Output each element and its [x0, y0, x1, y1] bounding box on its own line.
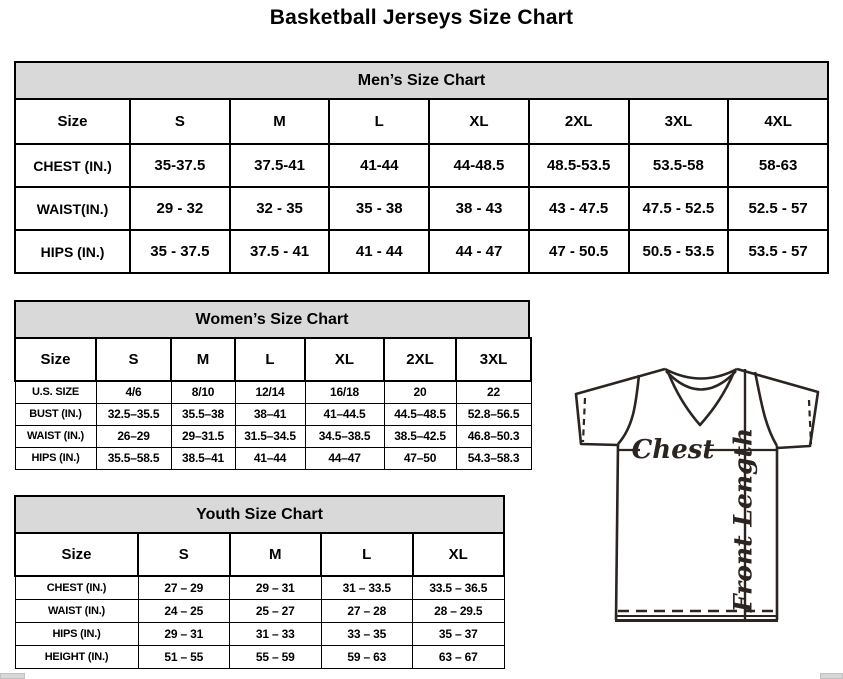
page-title: Basketball Jerseys Size Chart — [269, 6, 574, 29]
size-value-cell: 37.5 - 41 — [230, 230, 330, 273]
measurement-row — [15, 599, 504, 622]
measurement-row-label: WAIST(IN.) — [15, 187, 130, 230]
size-value-cell: 35 - 38 — [329, 187, 429, 230]
size-value-cell: 29 – 31 — [230, 576, 322, 599]
size-value-cell: 38–41 — [235, 403, 305, 425]
size-value-cell: 32.5–35.5 — [96, 403, 171, 425]
youth-chart-title: Youth Size Chart — [14, 495, 505, 534]
size-column-header: 4XL — [728, 99, 828, 144]
front-length-label: Front Length — [728, 427, 758, 613]
size-value-cell: 35 – 37 — [413, 622, 505, 645]
womens-size-chart-section — [14, 300, 530, 470]
measurement-row-label: HIPS (IN.) — [15, 622, 138, 645]
measurement-row — [15, 447, 531, 469]
size-value-cell: 27 – 28 — [321, 599, 413, 622]
size-value-cell: 20 — [384, 381, 456, 403]
size-value-cell: 27 – 29 — [138, 576, 230, 599]
size-value-cell: 59 – 63 — [321, 645, 413, 668]
measurement-row-label: CHEST (IN.) — [15, 144, 130, 187]
size-column-header: 2XL — [529, 99, 629, 144]
mens-size-table — [14, 98, 829, 274]
womens-chart-title: Women’s Size Chart — [14, 300, 530, 339]
size-value-cell: 52.8–56.5 — [456, 403, 531, 425]
size-value-cell: 32 - 35 — [230, 187, 330, 230]
jersey-right-cuff-dashed-line — [809, 400, 811, 444]
size-column-header: XL — [429, 99, 529, 144]
size-value-cell: 12/14 — [235, 381, 305, 403]
size-value-cell: 33 – 35 — [321, 622, 413, 645]
size-column-header: L — [235, 338, 305, 381]
size-value-cell: 41 - 44 — [329, 230, 429, 273]
size-value-cell: 47.5 - 52.5 — [629, 187, 729, 230]
size-value-cell: 4/6 — [96, 381, 171, 403]
size-value-cell: 24 – 25 — [138, 599, 230, 622]
measurement-row — [15, 622, 504, 645]
measurement-row-label: U.S. SIZE — [15, 381, 96, 403]
chest-label: Chest — [631, 435, 715, 465]
size-value-cell: 44 - 47 — [429, 230, 529, 273]
size-value-cell: 54.3–58.3 — [456, 447, 531, 469]
jersey-left-armhole-seam — [618, 375, 639, 444]
measurement-row — [15, 230, 828, 273]
size-column-header: S — [138, 533, 230, 576]
size-value-cell: 38 - 43 — [429, 187, 529, 230]
size-value-cell: 44.5–48.5 — [384, 403, 456, 425]
size-column-header: M — [171, 338, 235, 381]
size-value-cell: 53.5 - 57 — [728, 230, 828, 273]
measurement-row-label: HIPS (IN.) — [15, 447, 96, 469]
size-value-cell: 25 – 27 — [230, 599, 322, 622]
youth-size-chart-section — [14, 495, 505, 669]
size-value-cell: 29–31.5 — [171, 425, 235, 447]
size-value-cell: 29 - 32 — [130, 187, 230, 230]
size-column-header: XL — [305, 338, 384, 381]
jersey-diagram — [558, 360, 843, 672]
size-column-header: L — [329, 99, 429, 144]
size-header-cell: Size — [15, 99, 130, 144]
size-value-cell: 33.5 – 36.5 — [413, 576, 505, 599]
jersey-left-body-side — [616, 444, 618, 620]
size-value-cell: 35.5–58.5 — [96, 447, 171, 469]
size-header-row — [15, 533, 504, 576]
jersey-collar-outer-curve — [665, 369, 737, 379]
measurement-row-label: HEIGHT (IN.) — [15, 645, 138, 668]
youth-size-table — [14, 532, 505, 669]
size-value-cell: 31 – 33 — [230, 622, 322, 645]
measurement-row-label: HIPS (IN.) — [15, 230, 130, 273]
size-value-cell: 22 — [456, 381, 531, 403]
size-value-cell: 50.5 - 53.5 — [629, 230, 729, 273]
jersey-right-armhole-seam — [755, 372, 777, 446]
size-value-cell: 44–47 — [305, 447, 384, 469]
size-value-cell: 55 – 59 — [230, 645, 322, 668]
size-value-cell: 41–44.5 — [305, 403, 384, 425]
measurement-row — [15, 576, 504, 599]
size-value-cell: 8/10 — [171, 381, 235, 403]
size-value-cell: 38.5–42.5 — [384, 425, 456, 447]
size-value-cell: 28 – 29.5 — [413, 599, 505, 622]
mens-chart-title: Men’s Size Chart — [14, 61, 829, 100]
size-value-cell: 35-37.5 — [130, 144, 230, 187]
size-value-cell: 43 - 47.5 — [529, 187, 629, 230]
measurement-row-label: WAIST (IN.) — [15, 425, 96, 447]
size-value-cell: 16/18 — [305, 381, 384, 403]
size-column-header: 3XL — [456, 338, 531, 381]
size-header-cell: Size — [15, 338, 96, 381]
size-value-cell: 31 – 33.5 — [321, 576, 413, 599]
size-value-cell: 35 - 37.5 — [130, 230, 230, 273]
measurement-row — [15, 144, 828, 187]
measurement-row — [15, 187, 828, 230]
size-value-cell: 46.8–50.3 — [456, 425, 531, 447]
size-column-header: M — [230, 99, 330, 144]
size-header-row — [15, 338, 531, 381]
horizontal-scrollbar-thumb-right[interactable] — [820, 673, 843, 679]
size-header-row — [15, 99, 828, 144]
horizontal-scrollbar-thumb-left[interactable] — [0, 673, 25, 679]
measurement-row — [15, 403, 531, 425]
size-column-header: XL — [413, 533, 505, 576]
size-value-cell: 35.5–38 — [171, 403, 235, 425]
womens-size-table — [14, 337, 532, 470]
size-value-cell: 52.5 - 57 — [728, 187, 828, 230]
size-value-cell: 31.5–34.5 — [235, 425, 305, 447]
size-value-cell: 38.5–41 — [171, 447, 235, 469]
size-value-cell: 47 - 50.5 — [529, 230, 629, 273]
measurement-row-label: WAIST (IN.) — [15, 599, 138, 622]
size-value-cell: 44-48.5 — [429, 144, 529, 187]
size-value-cell: 53.5-58 — [629, 144, 729, 187]
size-column-header: 3XL — [629, 99, 729, 144]
size-column-header: M — [230, 533, 322, 576]
size-column-header: 2XL — [384, 338, 456, 381]
size-value-cell: 63 – 67 — [413, 645, 505, 668]
size-column-header: L — [321, 533, 413, 576]
size-value-cell: 51 – 55 — [138, 645, 230, 668]
measurement-row-label: CHEST (IN.) — [15, 576, 138, 599]
size-value-cell: 41-44 — [329, 144, 429, 187]
size-value-cell: 26–29 — [96, 425, 171, 447]
size-value-cell: 58-63 — [728, 144, 828, 187]
size-value-cell: 29 – 31 — [138, 622, 230, 645]
mens-size-chart-section — [14, 61, 829, 274]
size-value-cell: 47–50 — [384, 447, 456, 469]
size-value-cell: 48.5-53.5 — [529, 144, 629, 187]
size-value-cell: 41–44 — [235, 447, 305, 469]
measurement-row — [15, 645, 504, 668]
size-column-header: S — [130, 99, 230, 144]
jersey-left-cuff-dashed-line — [583, 398, 585, 442]
measurement-row — [15, 381, 531, 403]
size-value-cell: 34.5–38.5 — [305, 425, 384, 447]
jersey-left-sleeve — [576, 369, 665, 445]
size-column-header: S — [96, 338, 171, 381]
size-header-cell: Size — [15, 533, 138, 576]
measurement-row — [15, 425, 531, 447]
size-value-cell: 37.5-41 — [230, 144, 330, 187]
measurement-row-label: BUST (IN.) — [15, 403, 96, 425]
